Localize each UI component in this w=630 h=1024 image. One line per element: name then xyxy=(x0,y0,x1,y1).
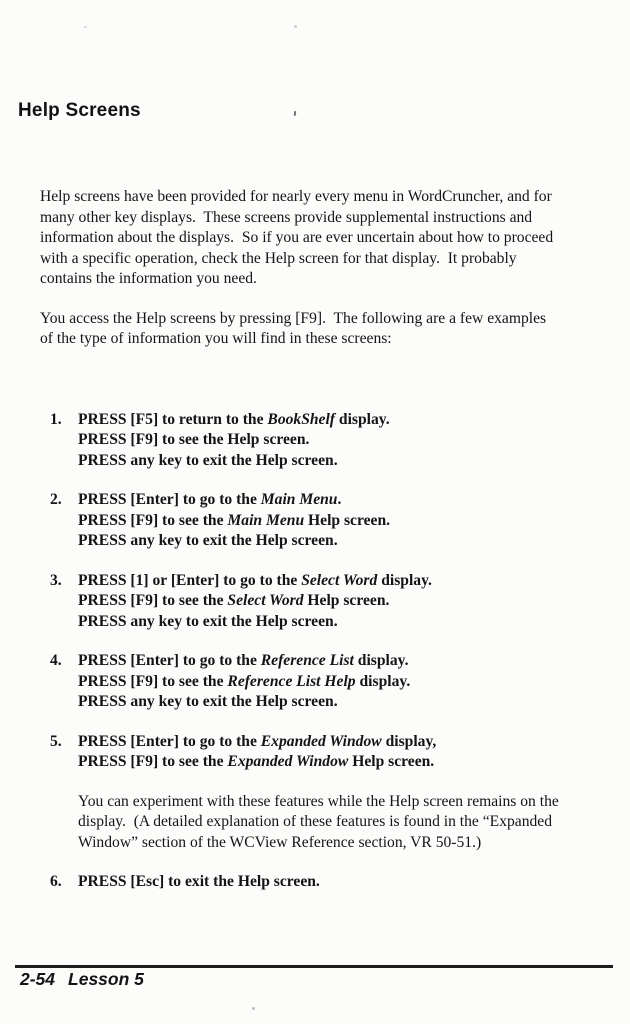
footer-page-number: 2-54 xyxy=(20,969,56,989)
item-number: 3. xyxy=(50,571,62,589)
intro-paragraph: Help screens have been provided for nearly every menu in WordCruncher, and for many other key displays. These screens provide supplemental instructions and information about the displays. So if you are ever uncertain about how to proceed with a specific operation, check the Help screen for that display. It probably contains the information you need. xyxy=(40,188,554,287)
item-number: 1. xyxy=(50,410,62,428)
note-paragraph: You can experiment with these features while the Help screen remains on the display. (A detailed explanation of these features is found in the “Expanded Window” section of the WCView Reference section, VR 50-51.) xyxy=(78,792,559,851)
scan-speck xyxy=(294,111,297,116)
list-item: 6. PRESS [Esc] to exit the Help screen. xyxy=(40,872,625,893)
footer-section-label: Lesson 5 xyxy=(68,969,144,989)
scan-speck xyxy=(294,25,297,28)
scan-speck xyxy=(252,1007,255,1010)
list-item: 2. PRESS [Enter] to go to the Main Menu. PRESS [F9] to see the Main Menu Help screen. PRESS any key to exit the Help screen. xyxy=(40,490,625,552)
page-footer xyxy=(20,969,144,990)
intro-paragraph: You access the Help screens by pressing [F9]. The following are a few examples of the type of information you will find in these screens: xyxy=(40,309,547,347)
instructions-list xyxy=(40,410,625,893)
item-number: 6. xyxy=(50,873,62,890)
intro-section xyxy=(40,187,625,350)
item-number: 2. xyxy=(50,491,62,508)
item-number: 5. xyxy=(50,732,62,750)
footer-rule xyxy=(15,965,613,968)
page-content xyxy=(40,146,625,953)
scan-speck xyxy=(84,26,87,28)
list-item: 3. PRESS [1] or [Enter] to go to the Select Word display. PRESS [F9] to see the Select Word Help screen. PRESS any key to exit the Help screen. xyxy=(40,571,625,633)
list-item: 1. PRESS [F5] to return to the BookShelf display. PRESS [F9] to see the Help screen. PRESS any key to exit the Help screen. xyxy=(40,410,625,472)
list-item: 5. PRESS [Enter] to go to the Expanded Window display, PRESS [F9] to see the Expanded Window Help screen. xyxy=(40,732,625,773)
item-number: 4. xyxy=(50,652,62,669)
list-item: 4. PRESS [Enter] to go to the Reference List display. PRESS [F9] to see the Reference List Help display. PRESS any key to exit the Help screen. xyxy=(40,651,625,713)
section-heading: Help Screens xyxy=(18,100,141,121)
